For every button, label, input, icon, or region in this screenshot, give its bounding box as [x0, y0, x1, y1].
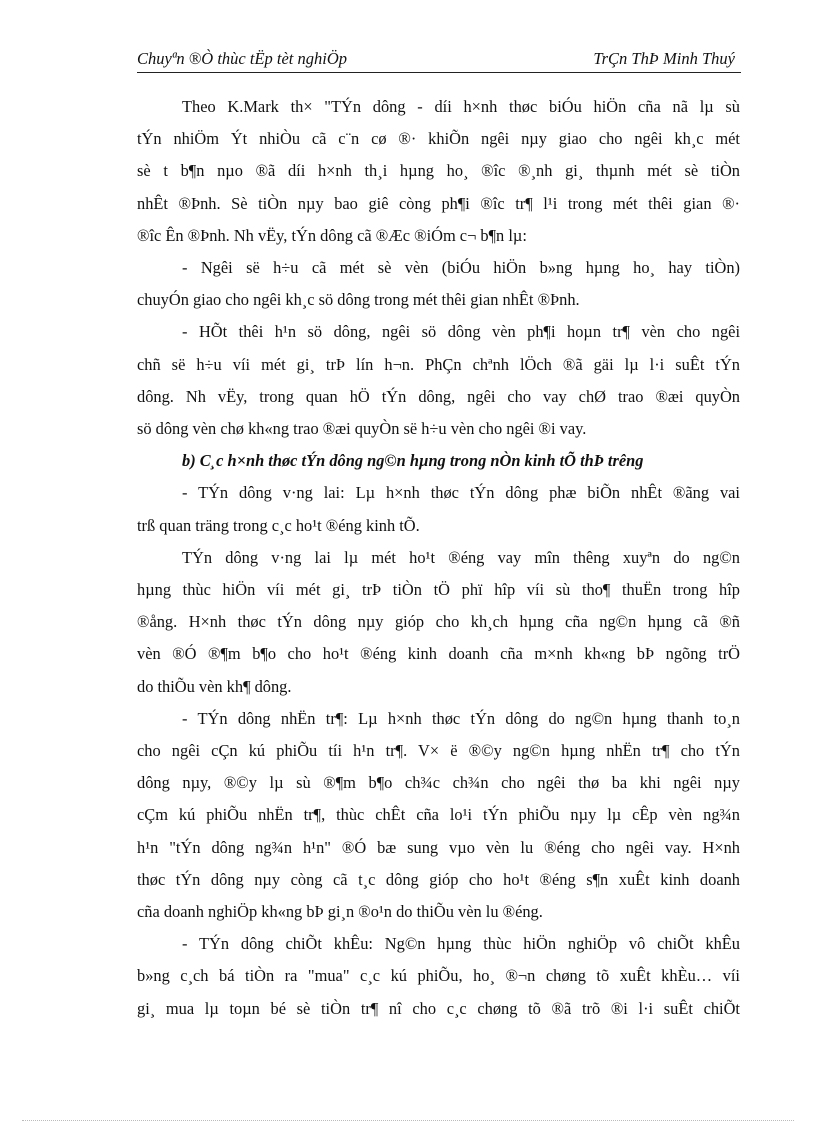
header-title: Chuyªn ®Ò thùc tËp tèt nghiÖp: [137, 49, 348, 68]
text-line: trß quan träng trong c¸c ho¹t ®éng kinh tÕ.: [137, 515, 420, 535]
text-line: - HÕt thêi h¹n sö dông, ngêi sö dông vèn ph¶i hoµn tr¶ vèn cho ngêi: [182, 322, 740, 342]
text-line: h¹n "tÝn dông ng¾n h¹n" ®Ó bæ sung vµo vèn lu ®éng cho ngêi vay. H×nh: [137, 837, 740, 857]
text-line: chñ së h÷u víi mét gi¸ trÞ lín h¬n. PhÇn chªnh lÖch ®ã gäi lµ l·i suÊt tÝn: [137, 354, 740, 374]
text-line: - TÝn dông chiÕt khÊu: Ng©n hµng thùc hiÖn nghiÖp vô chiÕt khÊu: [182, 934, 740, 954]
text-line: cÇm kú phiÕu nhËn tr¶, thùc chÊt cña lo¹i tÝn phiÕu nµy lµ cÊp vèn ng¾n: [137, 805, 740, 825]
text-line: b»ng c¸ch bá tiÒn ra "mua" c¸c kú phiÕu, ho¸ ®¬n chøng tõ xuÊt khÈu… víi: [137, 966, 740, 986]
section-heading: b) C¸c h×nh thøc tÝn dông ng©n hµng trong nÒn kinh tÕ thÞ trêng: [182, 451, 644, 471]
page-bottom-rule: [22, 1120, 794, 1121]
text-line: Theo K.Mark th× "TÝn dông - díi h×nh thøc biÓu hiÖn cña nã lµ sù: [182, 97, 740, 116]
text-line: chuyÓn giao cho ngêi kh¸c sö dông trong mét thêi gian nhÊt ®Þnh.: [137, 290, 580, 310]
text-line: gi¸ mua lµ toµn bé sè tiÒn tr¶ nî cho c¸c chøng tõ ®ã trõ ®i l·i suÊt chiÕt: [137, 998, 740, 1018]
text-line: cña doanh nghiÖp kh«ng bÞ gi¸n ®o¹n do thiÕu vèn lu ®éng.: [137, 902, 543, 922]
text-line: dông. Nh vËy, trong quan hÖ tÝn dông, ngêi cho vay chØ trao ®æi quyÒn: [137, 386, 740, 406]
text-line: hµng thùc hiÖn víi mét gi¸ trÞ tiÒn tÖ phï hîp víi sù tho¶ thuËn trong hîp: [137, 580, 740, 600]
text-line: tÝn nhiÖm Ýt nhiÒu cã c¨n cø ®· khiÕn ngêi nµy giao cho ngêi kh¸c mét: [137, 129, 740, 149]
text-line: dông nµy, ®©y lµ sù ®¶m b¶o ch¾c ch¾n cho ngêi thø ba khi ngêi nµy: [137, 773, 740, 793]
text-line: nhÊt ®Þnh. Sè tiÒn nµy bao giê còng ph¶i ®îc tr¶ l¹i trong mét thêi gian ®·: [137, 193, 740, 213]
header-author: TrÇn ThÞ Minh Thuý: [593, 49, 735, 68]
text-line: ®ång. H×nh thøc tÝn dông nµy gióp cho kh¸ch hµng cña ng©n hµng cã ®ñ: [137, 612, 740, 632]
text-line: - TÝn dông v·ng lai: Lµ h×nh thøc tÝn dông phæ biÕn nhÊt ®ãng vai: [182, 483, 740, 503]
text-line: - Ngêi së h÷u cã mét sè vèn (biÓu hiÖn b»ng hµng ho¸ hay tiÒn): [182, 258, 740, 278]
text-line: do thiÕu vèn kh¶ dông.: [137, 676, 292, 696]
text-line: vèn ®Ó ®¶m b¶o cho ho¹t ®éng kinh doanh cña m×nh kh«ng bÞ ngõng trÖ: [137, 644, 740, 664]
document-body: [137, 91, 740, 1025]
page-header: [137, 48, 741, 73]
text-line: TÝn dông v·ng lai lµ mét ho¹t ®éng vay mîn thêng xuyªn do ng©n: [182, 547, 740, 567]
text-line: - TÝn dông nhËn tr¶: Lµ h×nh thøc tÝn dông do ng©n hµng thanh to¸n: [182, 708, 740, 728]
text-line: cho ngêi cÇn kú phiÕu tíi h¹n tr¶. V× ë ®©y ng©n hµng nhËn tr¶ cho tÝn: [137, 741, 740, 761]
text-line: sè t b¶n nµo ®ã díi h×nh th¸i hµng ho¸ ®îc ®¸nh gi¸ thµnh mét sè tiÒn: [137, 161, 740, 181]
text-line: thøc tÝn dông nµy còng cã t¸c dông gióp cho ho¹t ®éng s¶n xuÊt kinh doanh: [137, 869, 740, 889]
text-line: ®îc Ên ®Þnh. Nh vËy, tÝn dông cã ®Æc ®iÓm c¬ b¶n lµ:: [137, 225, 527, 245]
text-line: sö dông vèn chø kh«ng trao ®æi quyÒn së h÷u vèn cho ngêi ®i vay.: [137, 419, 587, 439]
